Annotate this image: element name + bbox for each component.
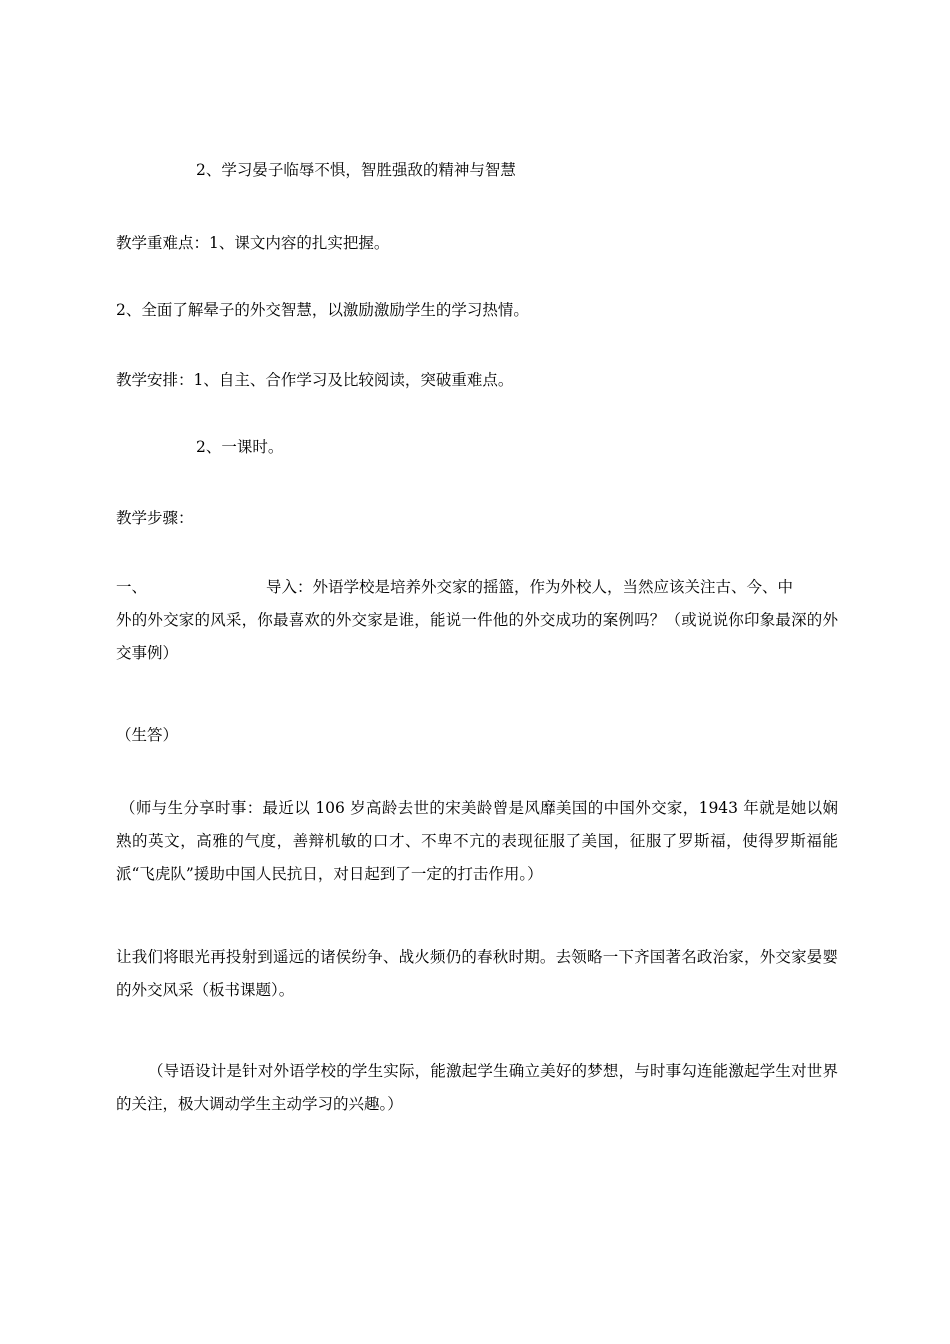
teacher-share-paragraph: （师与生分享时事：最近以 106 岁高龄去世的宋美龄曾是风靡美国的中国外交家，1943 年就是她以娴熟的英文，高雅的气度，善辩机敏的口才、不卑不亢的表现征服了美国，征服了罗斯福，使得罗斯福能派“飞虎队”援助中国人民抗日，对日起到了一定的打击作用。） — [116, 799, 838, 883]
key-points-item-2: 2、全面了解晕子的外交智慧，以激励激励学生的学习热情。 — [116, 301, 529, 319]
step-one-continuation: 外的外交家的风采，你最喜欢的外交家是谁，能说一件他的外交成功的案例吗？（或说说你印象最深的外交事例） — [116, 611, 838, 662]
design-note-paragraph: （导语设计是针对外语学校的学生实际，能激起学生确立美好的梦想，与时事勾连能激起学生对世界的关注，极大调动学生主动学习的兴趣。） — [116, 1062, 838, 1113]
arrangement-item-2: 2、一课时。 — [196, 438, 284, 456]
steps-heading: 教学步骤： — [116, 509, 194, 527]
transition-paragraph: 让我们将眼光再投射到遥远的诸侯纷争、战火频仍的春秋时期。去领略一下齐国著名政治家，外交家晏婴的外交风采（板书课题）。 — [116, 948, 838, 999]
arrangement-heading: 教学安排：1、自主、合作学习及比较阅读，突破重难点。 — [116, 371, 514, 389]
step-one-intro: 导入：外语学校是培养外交家的摇篮，作为外校人，当然应该关注古、今、中 — [266, 578, 794, 596]
objective-item-2: 2、学习晏子临辱不惧，智胜强敌的精神与智慧 — [196, 161, 516, 179]
step-one-number: 一、 — [116, 578, 148, 596]
student-answer: （生答） — [116, 726, 179, 744]
key-points-heading: 教学重难点：1、课文内容的扎实把握。 — [116, 234, 390, 252]
